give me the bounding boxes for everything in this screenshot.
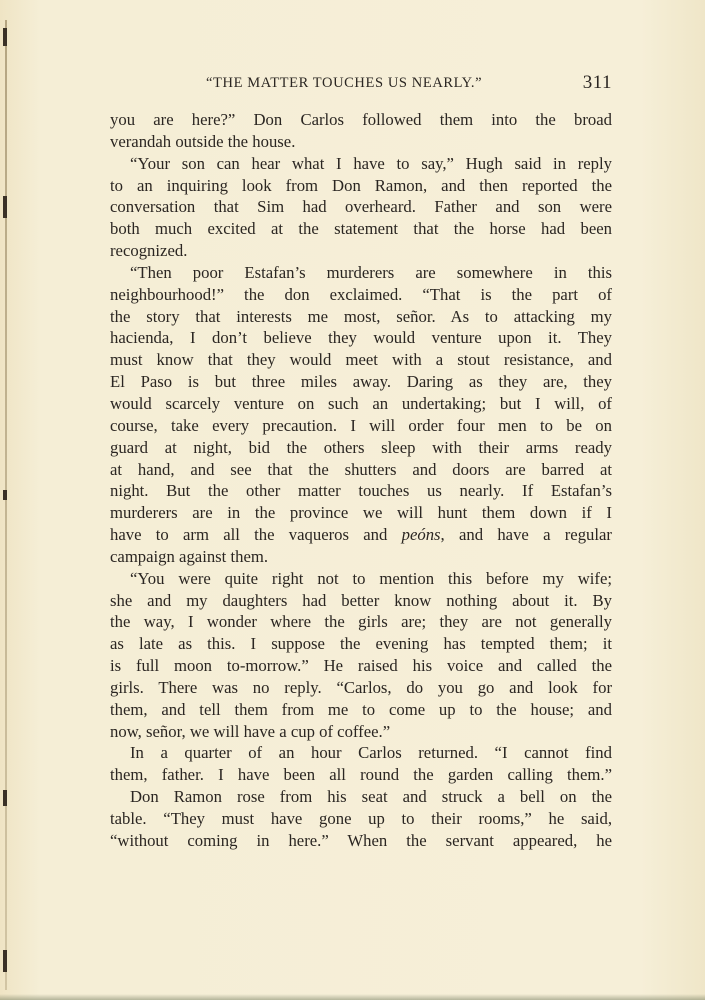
text-line: is full moon to-morrow.” He raised his voice and called the — [110, 656, 612, 676]
text-line: them, father. I have been all round the garden calling them.” — [110, 765, 612, 785]
text-line: In a quarter of an hour Carlos returned. “I cannot find — [130, 743, 612, 763]
text-line: guard at night, bid the others sleep with their arms ready — [110, 437, 612, 457]
text-line: at hand, and see that the shutters and doors are barred at — [110, 459, 612, 479]
text-line: course, take every precaution. I will order four men to be on — [110, 415, 612, 435]
text-line: both much excited at the statement that the horse had been — [110, 219, 612, 239]
text-line: Don Ramon rose from his seat and struck a bell on the — [130, 787, 612, 807]
text-line: would scarcely venture on such an undertaking; but I will, of — [110, 393, 612, 413]
text-line: neighbourhood!” the don exclaimed. “That is the part of — [110, 284, 612, 304]
text-line: “Then poor Estafan’s murderers are somewhere in this — [130, 262, 612, 282]
binding-mark — [3, 790, 7, 806]
binding-mark — [3, 950, 7, 972]
page-bottom-edge — [0, 994, 705, 1000]
binding-mark — [3, 196, 7, 218]
text-line: the story that interests me most, señor. As to attacking my — [110, 306, 612, 326]
text-line: “without coming in here.” When the servant appeared, he — [110, 830, 612, 850]
text-line: table. “They must have gone up to their rooms,” he said, — [110, 809, 612, 828]
text-line: “You were quite right not to mention this before my wife; — [130, 568, 612, 588]
text-line: conversation that Sim had overheard. Father and son were — [110, 197, 612, 217]
text-line: recognized. — [110, 241, 188, 261]
text-line: campaign against them. — [110, 546, 269, 566]
italic-word: peóns — [401, 525, 441, 545]
binding-edge — [5, 20, 7, 990]
text-line: El Paso is but three miles away. Daring as they are, they — [110, 372, 612, 392]
text-line: night. But the other matter touches us nearly. If Estafan’s — [110, 481, 612, 501]
text-line: the way, I wonder where the girls are; they are not generally — [110, 612, 612, 632]
text-line — [110, 524, 612, 546]
text-line: murderers are in the province we will hunt them down if I — [110, 503, 612, 523]
page-number: 311 — [582, 72, 612, 93]
text-line: must know that they would meet with a stout resistance, and — [110, 350, 612, 370]
text-segment: have to arm all the vaqueros and — [110, 525, 402, 545]
binding-mark — [3, 490, 7, 500]
text-line: as late as this. I suppose the evening has tempted them; it — [110, 634, 612, 654]
text-line: hacienda, I don’t believe they would venture upon it. They — [110, 328, 612, 348]
text-line: them, and tell them from me to come up to the house; and — [110, 699, 612, 719]
running-title: “THE MATTER TOUCHES US NEARLY.” — [206, 75, 483, 91]
text-line: she and my daughters had better know nothing about it. By — [110, 590, 612, 610]
body-text — [110, 109, 612, 852]
running-head — [110, 72, 612, 98]
text-line: now, señor, we will have a cup of coffee.” — [110, 721, 391, 741]
text-line: “Your son can hear what I have to say,” Hugh said in reply — [130, 153, 612, 173]
text-line: girls. There was no reply. “Carlos, do you go and look for — [110, 677, 612, 697]
binding-mark — [3, 28, 7, 46]
text-segment: , and have a regular — [440, 525, 612, 545]
text-line: you are here?” Don Carlos followed them into the broad — [110, 110, 612, 129]
text-line: verandah outside the house. — [110, 131, 296, 151]
text-line: to an inquiring look from Don Ramon, and then reported the — [110, 175, 612, 195]
